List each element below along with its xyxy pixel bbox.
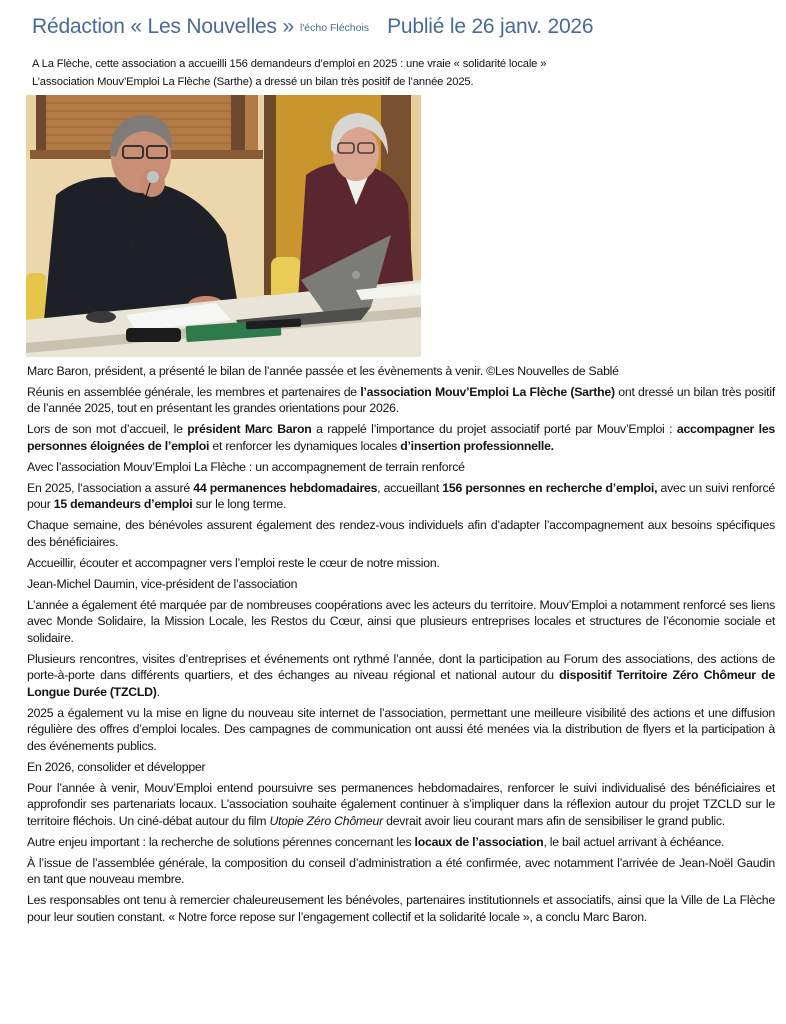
text-run: . bbox=[156, 684, 160, 699]
subheadline: L’association Mouv’Emploi La Flèche (Sarthe) a dressé un bilan très positif de l’année 2025. bbox=[32, 76, 474, 88]
pull-quote: Accueillir, écouter et accompagner vers l’emploi reste le cœur de notre mission. bbox=[27, 555, 440, 570]
film-title: Utopie Zéro Chômeur bbox=[269, 813, 383, 828]
bold-text: dispositif Territoire Zéro Chômeur de Longue Durée (TZCLD) bbox=[27, 668, 775, 699]
text-run: ont dressé un bilan très positif de l’année 2025, tout en présentant les grandes orientations pour 2026. bbox=[27, 384, 775, 416]
text-run: et renforcer les dynamiques locales bbox=[209, 438, 401, 453]
bold-text: accompagner les personnes éloignées de l’emploi bbox=[27, 422, 775, 453]
section-subheading: Avec l’association Mouv’Emploi La Flèche : un accompagnement de terrain renforcé bbox=[27, 459, 465, 474]
source-label: l'écho Fléchois bbox=[299, 22, 370, 34]
quote-author: Jean-Michel Daumin, vice-président de l’association bbox=[27, 576, 298, 591]
article-header bbox=[32, 15, 593, 39]
text-run: Plusieurs rencontres, visites d’entreprises et événements ont rythmé l’année, dont la participation au Forum des associations, des actions de porte-à-porte dans différents quartiers, et des échanges au niveau régional et national autour du bbox=[27, 651, 775, 683]
bold-text: président Marc Baron bbox=[187, 422, 312, 437]
headline: A La Flèche, cette association a accueilli 156 demandeurs d’emploi en 2025 : une vraie « solidarité locale » bbox=[32, 58, 547, 70]
text-run: Autre enjeu important : la recherche de solutions pérennes concernant les bbox=[27, 834, 415, 849]
article-photo bbox=[26, 95, 421, 357]
bold-text: 44 permanences hebdomadaires bbox=[193, 480, 378, 495]
paragraph: Chaque semaine, des bénévoles assurent également des rendez-vous individuels afin d’adapter l’accompagnement aux besoins spécifiques des bénéficiaires. bbox=[27, 518, 775, 549]
text-run: Lors de son mot d’accueil, le bbox=[27, 422, 188, 437]
bold-text: d’insertion professionnelle. bbox=[400, 438, 554, 453]
bold-text: l’association Mouv’Emploi La Flèche (Sarthe) bbox=[360, 384, 615, 399]
paragraph bbox=[27, 480, 775, 513]
paragraph: L’année a également été marquée par de nombreuses coopérations avec les acteurs du territoire. Mouv’Emploi a notamment renforcé ses liens avec Monde Solidaire, la Mission Locale, les Restos du Cœur, ainsi que plusieurs entreprises locales et structures de l’économie sociale et solidaire. bbox=[27, 597, 775, 645]
text-run: devrait avoir lieu courant mars afin de sensibiliser le grand public. bbox=[382, 813, 725, 828]
article-body bbox=[27, 363, 775, 930]
paragraph bbox=[27, 651, 775, 701]
section-subheading: En 2026, consolider et développer bbox=[27, 759, 206, 774]
text-run: Pour l’année à venir, Mouv’Emploi entend poursuivre ses permanences hebdomadaires, renforcer le suivi individualisé des bénéficiaires et approfondir ses partenariats locaux. L’association souhaite également continuer à s’impliquer dans la réflexion autour du projet TZCLD sur le territoire fléchois. Un ciné-débat autour du film bbox=[27, 780, 775, 828]
paragraph bbox=[27, 780, 775, 830]
paragraph: 2025 a également vu la mise en ligne du nouveau site internet de l’association, permettant une meilleure visibilité des actions et une diffusion régulière des offres d’emploi locales. Des campagnes de communication ont aussi été menées via la distribution de flyers et la participation à des événements publics. bbox=[27, 705, 775, 753]
bold-text: locaux de l’association bbox=[414, 834, 544, 849]
text-run: a rappelé l’importance du projet associatif porté par Mouv’Emploi : bbox=[311, 422, 677, 437]
paragraph: À l’issue de l’assemblée générale, la composition du conseil d’administration a été confirmée, avec notamment l’arrivée de Jean-Noël Gaudin en tant que nouveau membre. bbox=[27, 855, 775, 887]
bold-text: 15 demandeurs d’emploi bbox=[53, 497, 193, 512]
text-run: Réunis en assemblée générale, les membres et partenaires de bbox=[27, 384, 361, 399]
text-run: avec un suivi renforcé pour bbox=[27, 480, 776, 512]
paragraph bbox=[27, 421, 775, 454]
paragraph bbox=[27, 834, 775, 851]
photo-caption: Marc Baron, président, a présenté le bilan de l’année passée et les évènements à venir. ©Les Nouvelles de Sablé bbox=[27, 364, 619, 378]
newsroom-title: Rédaction « Les Nouvelles » bbox=[32, 15, 294, 38]
text-run: , accueillant bbox=[377, 480, 443, 495]
text-run: , le bail actuel arrivant à échéance. bbox=[543, 834, 725, 849]
article-intro bbox=[32, 55, 546, 91]
bold-text: 156 personnes en recherche d’emploi, bbox=[442, 480, 658, 495]
text-run: sur le long terme. bbox=[192, 497, 287, 512]
photo-image bbox=[26, 95, 421, 357]
text-run: En 2025, l’association a assuré bbox=[27, 480, 194, 495]
paragraph bbox=[27, 384, 775, 417]
paragraph: Les responsables ont tenu à remercier chaleureusement les bénévoles, partenaires institutionnels et associatifs, ainsi que la Ville de La Flèche pour leur soutien constant. « Notre force repose sur l’engagement collectif et la solidarité locale », a conclu Marc Baron. bbox=[27, 893, 775, 924]
publish-date: Publié le 26 janv. 2026 bbox=[387, 15, 594, 38]
